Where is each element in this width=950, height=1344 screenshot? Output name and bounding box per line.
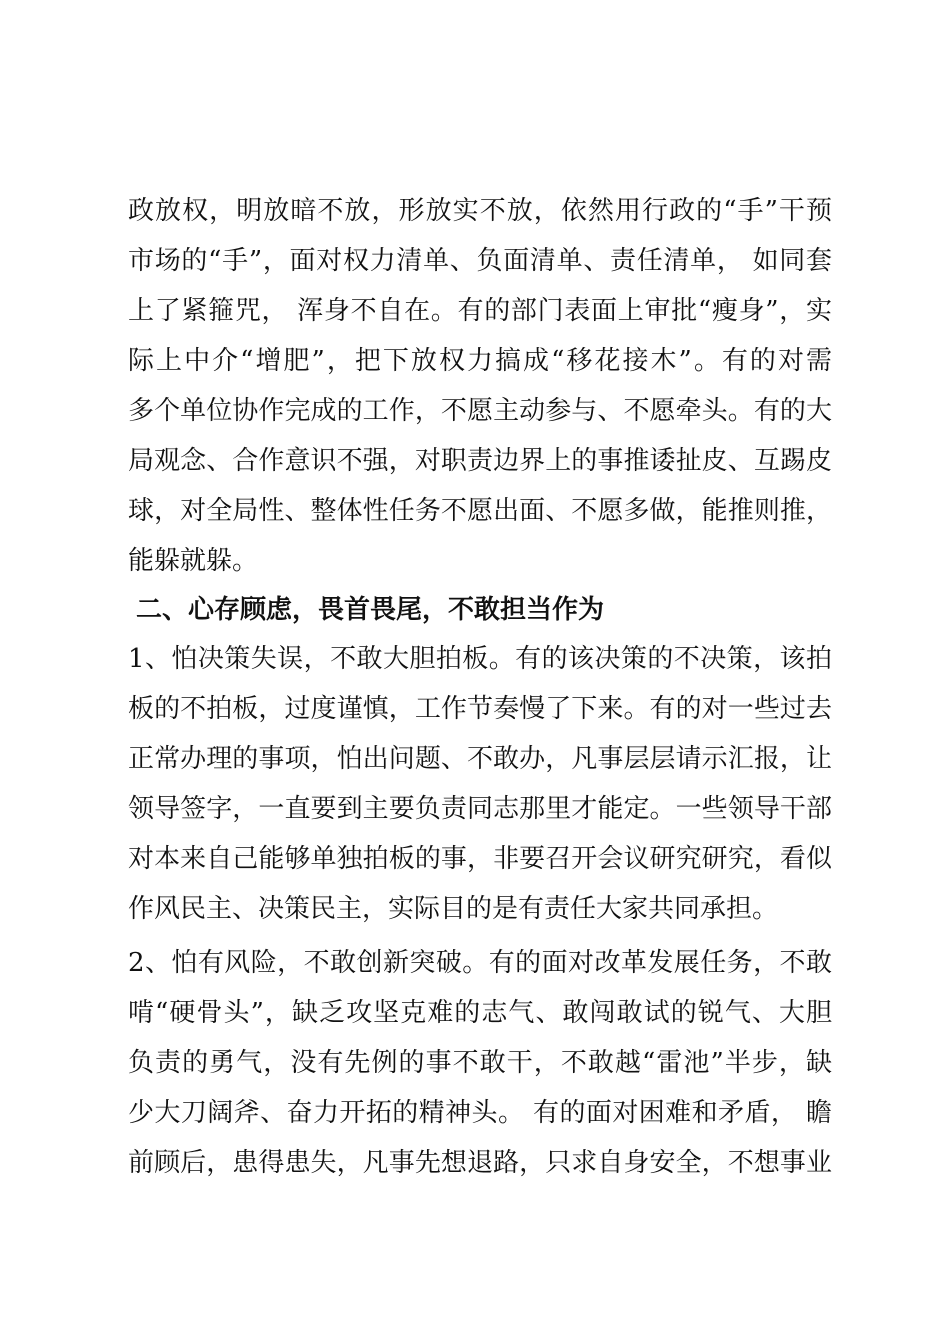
paragraph-3 — [128, 938, 832, 1188]
text-line: 对本来自己能够单独拍板的事，非要召开会议研究研究，看似 — [128, 844, 832, 874]
text-line: 政放权，明放暗不放，形放实不放，依然用行政的“手”干预 — [128, 196, 832, 226]
text-line: 市场的“手”，面对权力清单、负面清单、责任清单， 如同套 — [128, 246, 832, 276]
text-line: 正常办理的事项，怕出问题、不敢办，凡事层层请示汇报，让 — [128, 744, 832, 774]
paragraph-1 — [128, 186, 832, 586]
text-line: 领导签字，一直要到主要负责同志那里才能定。一些领导干部 — [128, 794, 832, 824]
text-line: 局观念、合作意识不强，对职责边界上的事推诿扯皮、互踢皮 — [128, 446, 832, 476]
text-line: 际上中介“增肥”，把下放权力搞成“移花接木”。有的对需 — [128, 346, 832, 376]
text-line: 啃“硬骨头”，缺乏攻坚克难的志气、敢闯敢试的锐气、大胆 — [128, 998, 832, 1028]
text-line: 1、怕决策失误，不敢大胆拍板。有的该决策的不决策，该拍 — [128, 644, 832, 674]
text-line: 少大刀阔斧、奋力开拓的精神头。 有的面对困难和矛盾， 瞻 — [128, 1098, 832, 1128]
text-line: 球，对全局性、整体性任务不愿出面、不愿多做，能推则推， — [128, 496, 832, 526]
text-line: 前顾后，患得患失，凡事先想退路，只求自身安全，不想事业 — [128, 1148, 832, 1178]
text-line: 板的不拍板，过度谨慎，工作节奏慢了下来。有的对一些过去 — [128, 694, 832, 724]
section-heading: 二、心存顾虑，畏首畏尾，不敢担当作为 — [136, 595, 605, 625]
text-line: 能躲就躲。 — [128, 546, 259, 576]
text-line: 负责的勇气，没有先例的事不敢干，不敢越“雷池”半步，缺 — [128, 1048, 832, 1078]
text-line: 2、怕有风险，不敢创新突破。有的面对改革发展任务，不敢 — [128, 948, 832, 978]
text-line: 上了紧箍咒， 浑身不自在。有的部门表面上审批“瘦身”，实 — [128, 296, 832, 326]
text-line: 多个单位协作完成的工作，不愿主动参与、不愿牵头。有的大 — [128, 396, 832, 426]
paragraph-2 — [128, 634, 832, 934]
document-body — [128, 186, 832, 1188]
text-line: 作风民主、决策民主，实际目的是有责任大家共同承担。 — [128, 894, 779, 924]
